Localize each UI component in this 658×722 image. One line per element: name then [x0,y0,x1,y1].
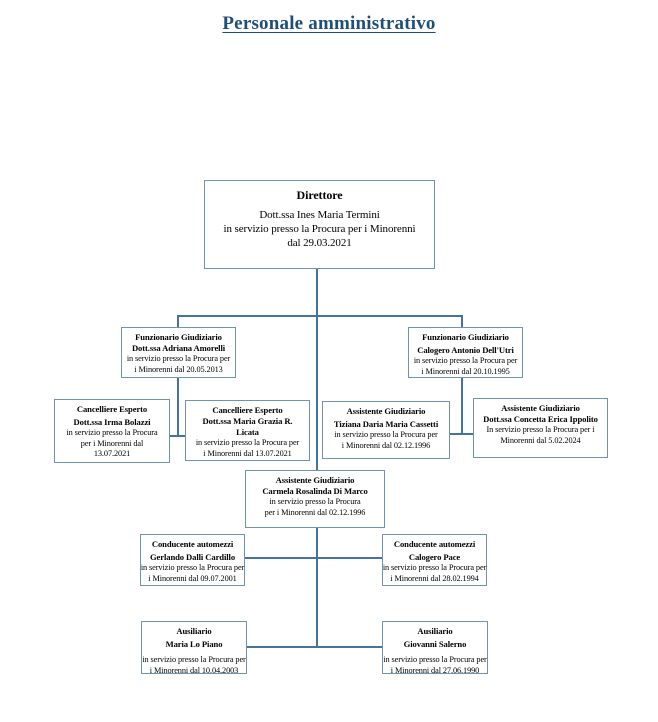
person-name: Dott.ssa Maria Grazia R. [202,416,293,426]
connector-amorelli-drop [177,315,179,327]
org-box-assistente-ippolito [473,398,608,458]
person-name: Calogero Antonio Dell'Utri [417,345,514,355]
person-name: Giovanni Salerno [403,639,467,649]
person-name: Licata [236,427,259,437]
service-detail: in servizio presso la Procura per [413,356,518,365]
service-detail: in servizio presso la Procura per [126,354,231,363]
person-name: Tiziana Daria Maria Cassetti [333,419,439,429]
service-detail: i Minorenni dal 13.07.2021 [203,448,292,458]
service-detail: in servizio presso la Procura per [334,430,438,439]
role-label: Direttore [296,188,343,202]
role-label: Cancelliere Esperto [76,404,148,414]
role-label: Conducente automezzi [151,539,234,549]
service-detail: in servizio presso la Procura per i Minorenni [223,222,416,235]
service-detail: Minorenni dal 5.02.2024 [500,435,581,445]
role-label: Assistente Giudiziario [346,406,426,416]
person-name: Calogero Pace [408,552,461,562]
org-box-conducente-cardillo [140,534,245,586]
person-name: Dott.ssa Ines Maria Termini [259,208,380,221]
service-detail: i Minorenni dal 20.10.1995 [421,366,510,376]
connector-dellutri-drop [461,315,463,327]
connector-dellutri-down [461,378,463,435]
service-detail: i Minorenni dal 27.06.1990 [390,665,480,675]
service-detail: in servizio presso la Procura per [142,655,246,664]
page-title: Personale amministrativo [222,13,436,34]
service-detail: i Minorenni dal 28.02.1994 [390,573,479,583]
role-label: Ausiliario [417,626,453,636]
service-detail: per i Minorenni dal [80,438,144,448]
role-label: Conducente automezzi [393,539,476,549]
connector-center-spine-lower [316,528,318,648]
service-detail: in servizio presso la Procura per [140,563,245,572]
connector-funzionari-horizontal [177,315,463,317]
connector-conducenti-horizontal [245,557,382,559]
connector-cancellieri-stub [170,435,186,437]
org-box-ausiliario-lopiano [141,621,247,674]
service-detail: in servizio presso la Procura [269,497,361,506]
connector-assistenti-stub [450,433,473,435]
role-label: Assistente Giudiziario [501,403,580,413]
service-detail: dal 29.03.2021 [287,237,352,250]
connector-amorelli-down [177,378,179,437]
connector-direttore-down [316,269,318,317]
role-label: Funzionario Giudiziario [422,332,509,342]
org-box-cancelliere-bolazzi [54,399,170,463]
service-detail: In servizio presso la Procura per i [486,425,595,434]
connector-center-spine [316,315,318,470]
person-name: Dott.ssa Concetta Erica Ippolito [483,414,598,424]
connector-ausiliari-horizontal [247,646,382,648]
service-detail: i Minorenni dal 09.07.2001 [148,573,237,583]
role-label: Cancelliere Esperto [212,405,283,415]
role-label: Ausiliario [176,626,212,636]
role-label: Assistente Giudiziario [275,475,355,485]
person-name: Gerlando Dalli Cardillo [149,552,236,562]
person-name: Carmela Rosalinda Di Marco [262,486,368,496]
service-detail: i Minorenni dal 02.12.1996 [341,440,431,450]
person-name: Dott.ssa Irma Bolazzi [73,417,151,427]
org-box-assistente-dimarco [245,470,385,528]
service-detail: i Minorenni dal 20.05.2013 [134,364,223,374]
service-detail: in servizio presso la Procura per [382,563,487,572]
person-name: Dott.ssa Adriana Amorelli [131,343,226,353]
org-box-ausiliario-salerno [382,621,488,674]
org-box-conducente-pace [382,534,487,586]
service-detail: 13.07.2021 [93,449,131,459]
org-box-assistente-cassetti [322,401,450,459]
org-box-direttore [204,180,435,269]
org-box-cancelliere-licata [185,400,310,461]
org-box-funzionario-amorelli [121,327,236,378]
person-name: Maria Lo Piano [165,639,223,649]
service-detail: i Minorenni dal 10.04.2003 [149,665,239,675]
service-detail: in servizio presso la Procura per [383,655,487,664]
service-detail: per i Minorenni dal 02.12.1996 [264,507,366,517]
role-label: Funzionario Giudiziario [135,332,222,342]
org-box-funzionario-dellutri [408,327,523,378]
service-detail: in servizio presso la Procura per [195,438,300,447]
service-detail: in servizio presso la Procura [66,428,158,437]
